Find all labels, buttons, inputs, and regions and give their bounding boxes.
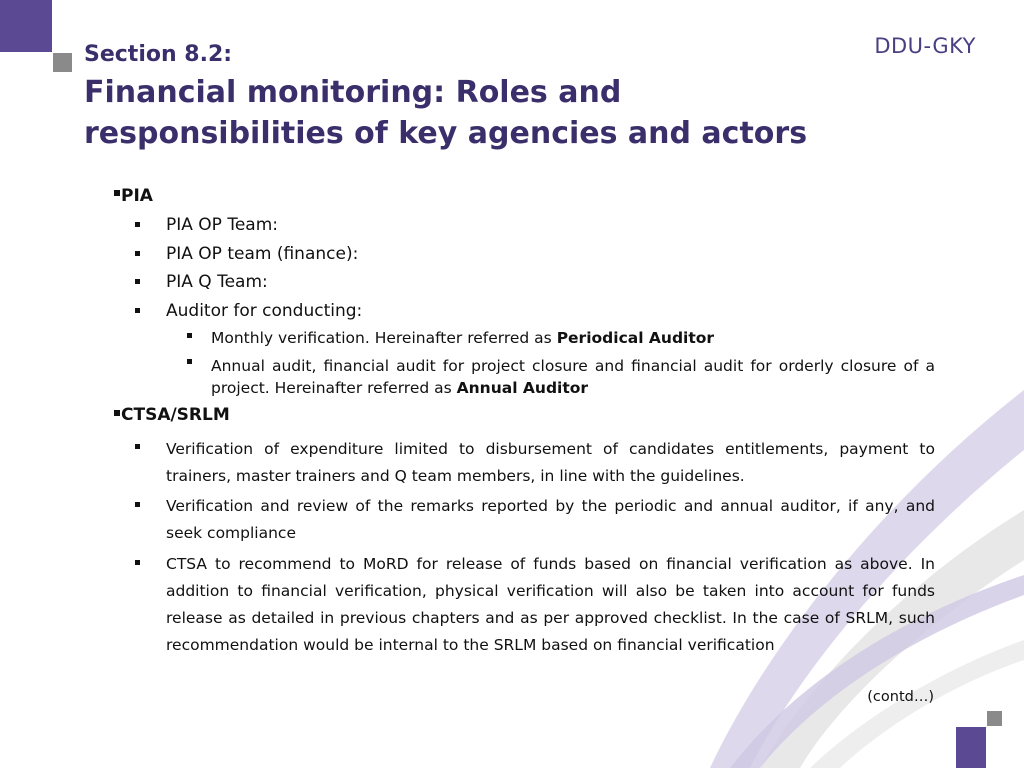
brand-label: DDU-GKY [874,34,976,58]
section-label: Section 8.2: [84,42,233,67]
list-item: Auditor for conducting: [166,301,363,321]
decorative-square-bottom-right [956,727,986,768]
bullet [135,251,140,256]
ctsa-heading: CTSA/SRLM [121,405,230,425]
list-item: Monthly verification. Hereinafter referred as Periodical Auditor [211,329,715,347]
list-item: Verification of expenditure limited to disbursement of candidates entitlements, payment to trainers, master trainers and Q team members, in line with the guidelines. [166,440,935,485]
contd-label: (contd…) [867,689,934,705]
bullet [135,308,140,313]
bullet [114,190,120,196]
list-item: Annual audit, financial audit for project closure and financial audit for orderly closure of a project. Hereinafter referred as Annual Auditor [211,357,935,397]
list-item: PIA OP team (finance): [166,244,359,264]
list-item: CTSA to recommend to MoRD for release of funds based on financial verification as above. In addition to financial verification, physical verification will also be taken into account for funds release as detailed in previous chapters and as per approved checklist. In the case of SRLM, such recommendation would be internal to the SRLM based on financial verification [166,555,935,654]
list-item: Verification and review of the remarks reported by the periodic and annual auditor, if any, and seek compliance [166,497,935,542]
decorative-square-small-top-left [53,53,72,72]
bullet [135,279,140,284]
bullet [135,222,140,227]
decorative-square-small-bottom-right [987,711,1002,726]
list-item: PIA OP Team: [166,215,278,235]
bullet [114,410,120,416]
decorative-square-top-left [0,0,52,52]
bullet [135,444,140,449]
bullet [135,502,140,507]
pia-heading: PIA [121,186,153,206]
page-title: Financial monitoring: Roles and responsibilities of key agencies and actors [84,75,808,151]
list-item: PIA Q Team: [166,272,268,292]
bullet [135,560,140,565]
bullet [187,333,192,338]
bullet [187,359,192,364]
